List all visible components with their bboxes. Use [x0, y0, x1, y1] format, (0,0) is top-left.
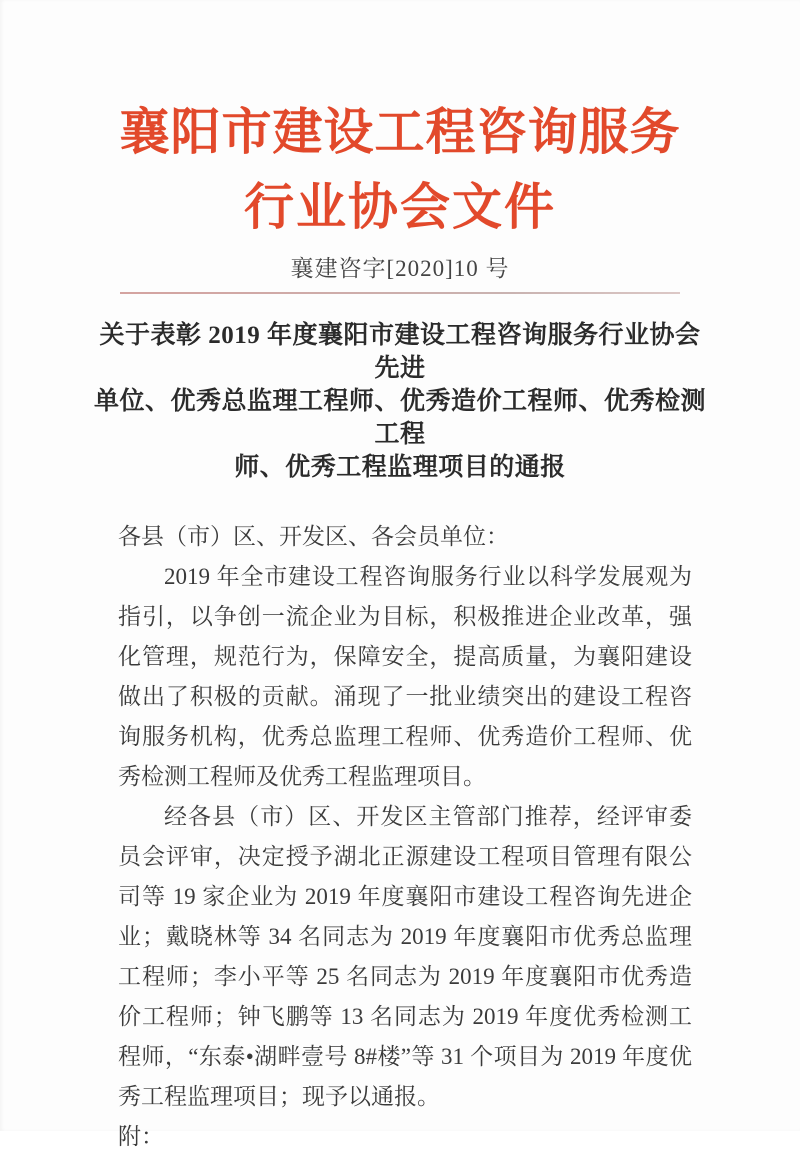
document-title-line-2: 单位、优秀总监理工程师、优秀造价工程师、优秀检测工程 [93, 388, 706, 448]
document-title-line-1: 关于表彰 2019 年度襄阳市建设工程咨询服务行业协会先进 [99, 322, 701, 382]
document-body [0, 517, 800, 1157]
salutation: 各县（市）区、开发区、各会员单位： [118, 524, 509, 549]
document-title [90, 319, 710, 484]
body-paragraph-2: 经各县（市）区、开发区主管部门推荐，经评审委员会评审，决定授予湖北正源建设工程项目管理有限公司等 19 家企业为 2019 年度襄阳市建设工程咨询先进企业；戴晓林等 34 名同志为 2019 年度襄阳市优秀总监理工程师；李小平等 25 名同志为 2019 年度襄阳市优秀造价工程师；钟飞鹏等 13 名同志为 2019 年度优秀检测工程师，“东泰•湖畔壹号 8#楼”等 31 个项目为 2019 年度优秀工程监理项目；现予以通报。 [118, 804, 692, 1109]
attachment-label: 附： [118, 1124, 164, 1149]
body-paragraph-1: 2019 年全市建设工程咨询服务行业以科学发展观为指引，以争创一流企业为目标，积极推进企业改革，强化管理，规范行为，保障安全，提高质量，为襄阳建设做出了积极的贡献。涌现了一批业绩突出的建设工程咨询服务机构，优秀总监理工程师、优秀造价工程师、优秀检测工程师及优秀工程监理项目。 [118, 564, 692, 789]
org-name-line-2: 行业协会文件 [244, 179, 556, 235]
document-title-line-3: 师、优秀工程监理项目的通报 [234, 454, 566, 481]
org-header [0, 0, 800, 237]
doc-number: 襄建咨字[2020]10 号 [290, 256, 510, 281]
org-name-line-1: 襄阳市建设工程咨询服务 [119, 104, 681, 160]
red-separator-rule [120, 292, 680, 294]
